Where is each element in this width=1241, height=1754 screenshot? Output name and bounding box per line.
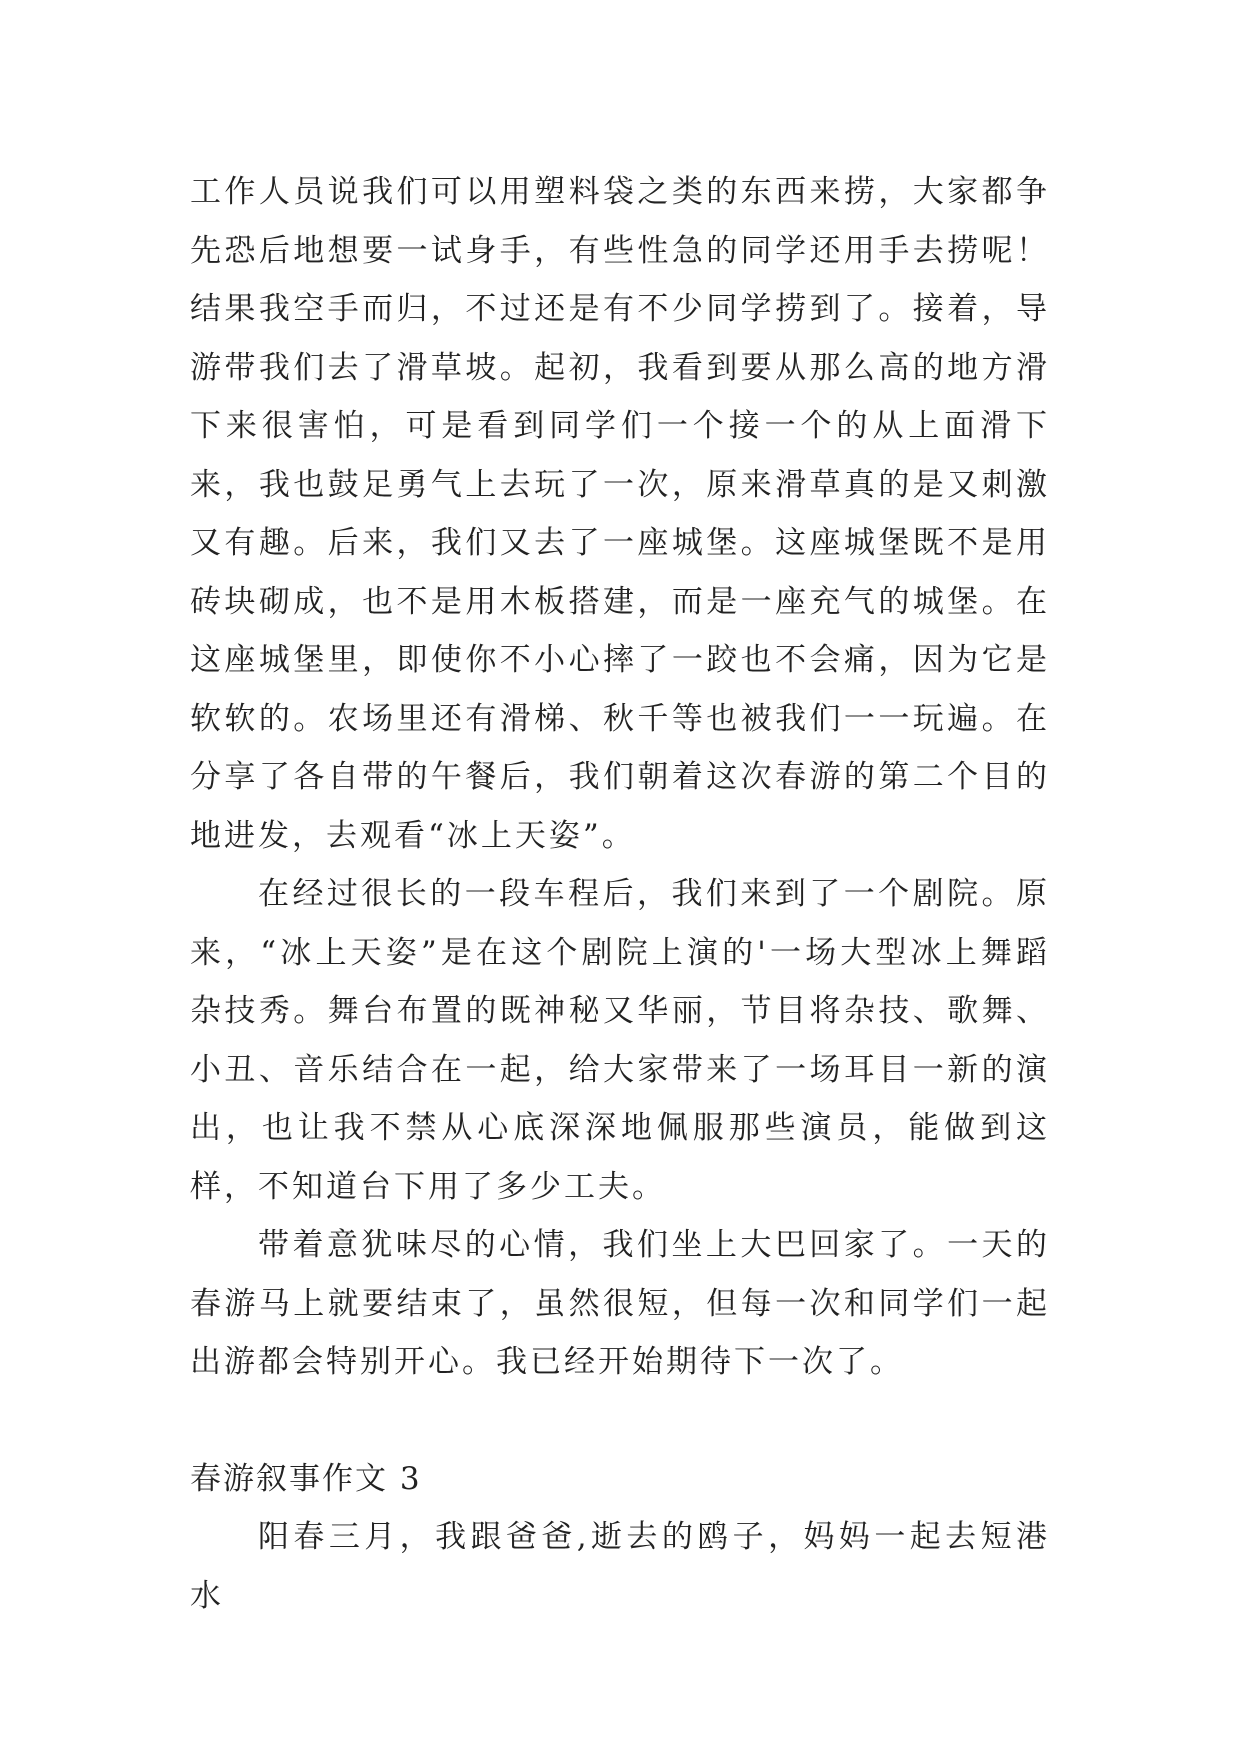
- paragraph: 阳春三月，我跟爸爸,逝去的鸥子，妈妈一起去短港水: [190, 1519, 1050, 1614]
- paragraph: 在经过很长的一段车程后，我们来到了一个剧院。原来，“冰上天姿”是在这个剧院上演的'一场大型冰上舞蹈杂技秀。舞台布置的既神秘又华丽，节目将杂技、歌舞、小丑、音乐结合在一起，给大家带来了一场耳目一新的演出，也让我不禁从心底深深地佩服那些演员，能做到这样，不知道台下用了多少工夫。: [190, 876, 1050, 1205]
- document-body: [190, 163, 1050, 1625]
- paragraph: 带着意犹味尽的心情，我们坐上大巴回家了。一天的春游马上就要结束了，虽然很短，但每一次和同学们一起出游都会特别开心。我已经开始期待下一次了。: [190, 1227, 1050, 1380]
- section-title: 春游叙事作文 3: [190, 1460, 422, 1497]
- paragraph: 工作人员说我们可以用塑料袋之类的东西来捞，大家都争先恐后地想要一试身手，有些性急的同学还用手去捞呢！结果我空手而归，不过还是有不少同学捞到了。接着，导游带我们去了滑草坡。起初，我看到要从那么高的地方滑下来很害怕，可是看到同学们一个接一个的从上面滑下来，我也鼓足勇气上去玩了一次，原来滑草真的是又刺激又有趣。后来，我们又去了一座城堡。这座城堡既不是用砖块砌成，也不是用木板搭建，而是一座充气的城堡。在这座城堡里，即使你不小心摔了一跤也不会痛，因为它是软软的。农场里还有滑梯、秋千等也被我们一一玩遍。在分享了各自带的午餐后，我们朝着这次春游的第二个目的地进发，去观看“冰上天姿”。: [190, 174, 1050, 854]
